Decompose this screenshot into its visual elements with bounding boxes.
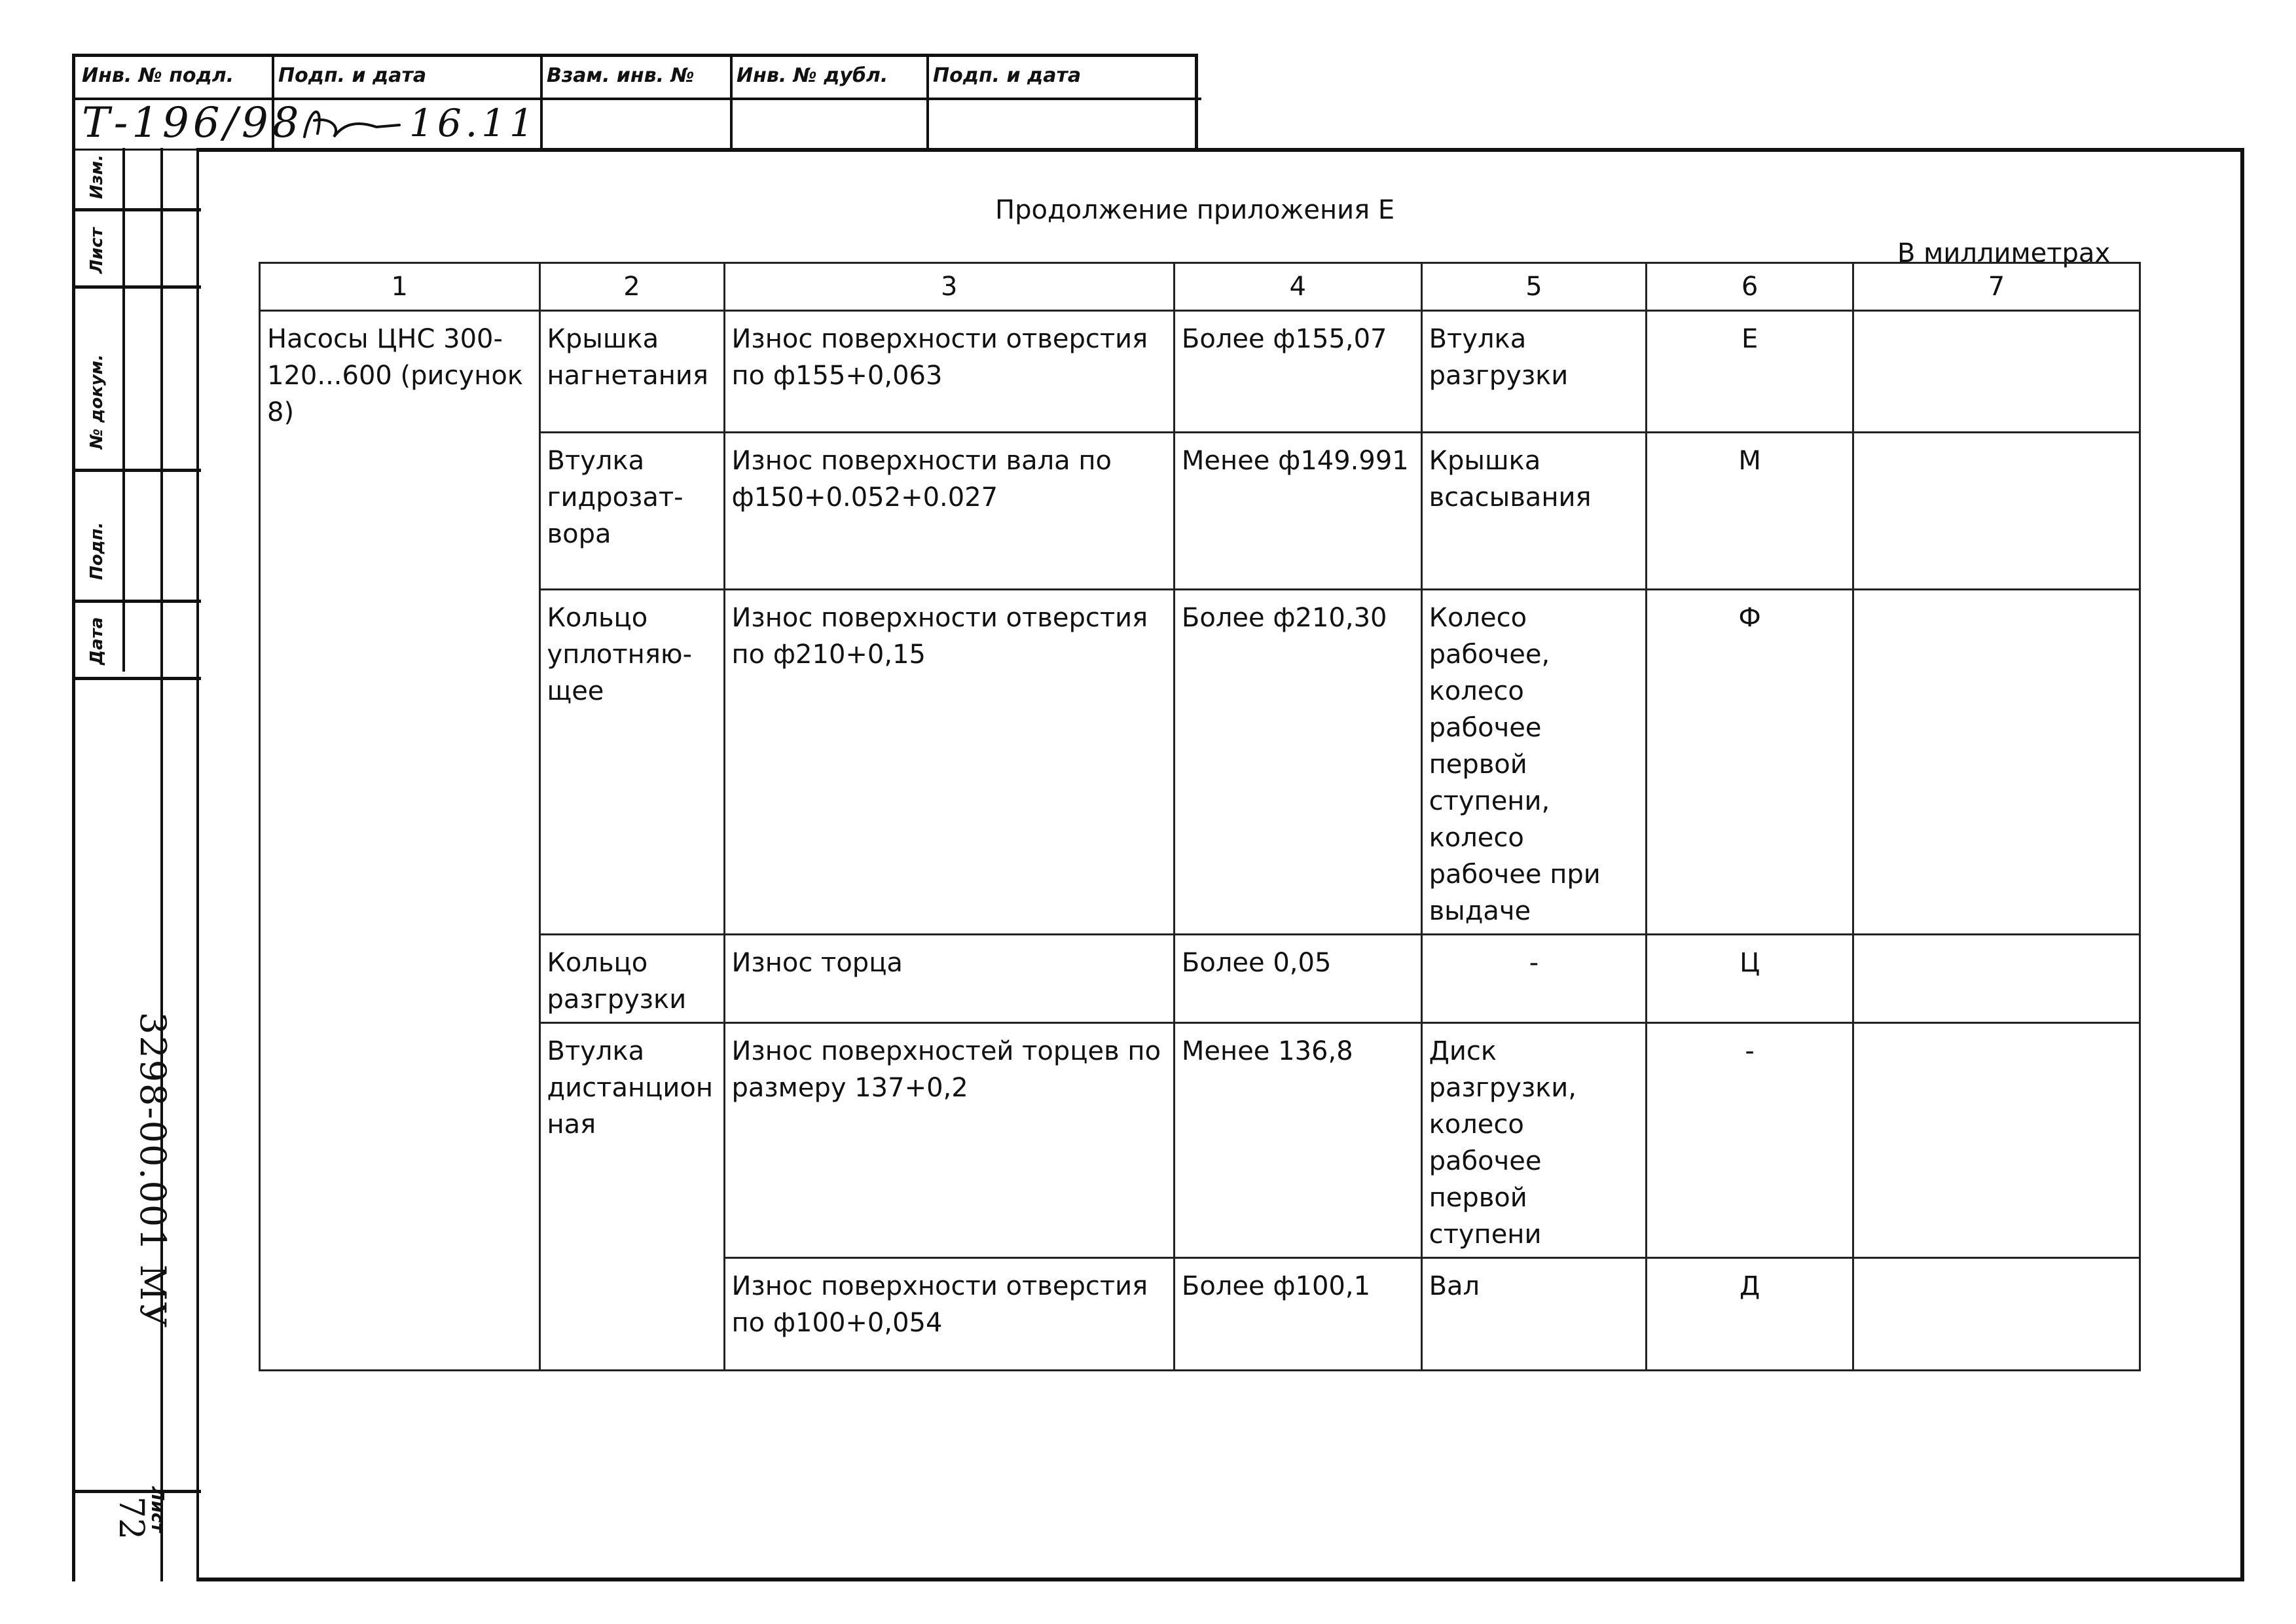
stamp-header-signature-date: Подп. и дата [272, 57, 547, 100]
strip-row-date [75, 600, 201, 680]
part-cell: Кольцо уплотняю-щее [539, 590, 724, 935]
strip-label-izm: Изм. [87, 154, 107, 199]
strip-row-izm [75, 148, 201, 211]
stamp-divider [540, 57, 543, 149]
document-code: 3298-00.001 МУ [132, 1012, 173, 1329]
stamp-header-replacement-inv: Взам. инв. № [540, 57, 737, 100]
code-cell: - [1647, 1023, 1853, 1258]
wear-limits-table [259, 262, 2141, 1371]
mating-part-cell: - [1421, 935, 1647, 1023]
stamp-header-inv-original: Инв. № подл. [75, 57, 278, 100]
mating-part-cell: Крышка всасывания [1421, 433, 1647, 590]
left-margin-strip [72, 148, 198, 1581]
note-cell [1853, 590, 2140, 935]
column-header: 6 [1647, 263, 1853, 311]
table-row [260, 311, 2140, 433]
table-row [260, 433, 2140, 590]
defect-cell: Износ поверхности отверстия по ф155+0,063 [724, 311, 1174, 433]
page-title: Продолжение приложения Е [995, 195, 1395, 225]
table-row [260, 1023, 2140, 1258]
table-row [260, 935, 2140, 1023]
limit-cell: Более 0,05 [1174, 935, 1421, 1023]
table-header-row [260, 263, 2140, 311]
note-cell [1853, 311, 2140, 433]
sheet-number: 72 [111, 1496, 151, 1540]
note-cell [1853, 1258, 2140, 1371]
column-header: 2 [539, 263, 724, 311]
units-note: В миллиметрах [1897, 238, 2111, 268]
column-header: 3 [724, 263, 1174, 311]
strip-sheet-divider [75, 1490, 201, 1493]
strip-label-date: Дата [87, 617, 107, 665]
mating-part-cell: Вал [1421, 1258, 1647, 1371]
column-header: 7 [1853, 263, 2140, 311]
sheet-label: Лист [147, 1487, 167, 1533]
column-header: 1 [260, 263, 540, 311]
stamp-inv-number: Т-196/98 [82, 99, 303, 147]
part-cell: Крышка нагнетания [539, 311, 724, 433]
code-cell: Ф [1647, 590, 1853, 935]
stamp-signature-cell [278, 98, 540, 151]
pump-group-cell: Насосы ЦНС 300-120...600 (рисунок 8) [260, 311, 540, 1371]
approval-stamp-block [72, 54, 1198, 151]
limit-cell: Более ф210,30 [1174, 590, 1421, 935]
strip-label-signature: Подп. [87, 522, 107, 580]
part-cell: Втулка дистанцион ная [539, 1023, 724, 1371]
mating-part-cell: Колесо рабочее, колесо рабочее первой ступени, колесо рабочее при выдаче [1421, 590, 1647, 935]
limit-cell: Более ф155,07 [1174, 311, 1421, 433]
mating-part-cell: Диск разгрузки, колесо рабочее первой ступени [1421, 1023, 1647, 1258]
strip-row-doc [75, 285, 201, 472]
stamp-divider [730, 57, 733, 149]
mating-part-cell: Втулка разгрузки [1421, 311, 1647, 433]
strip-row-sign [75, 469, 201, 603]
code-cell: Е [1647, 311, 1853, 433]
stamp-header-inv-duplicate: Инв. № дубл. [730, 57, 933, 100]
strip-row-list [75, 208, 201, 289]
part-cell: Втулка гидрозат-вора [539, 433, 724, 590]
note-cell [1853, 1023, 2140, 1258]
limit-cell: Менее ф149.991 [1174, 433, 1421, 590]
defect-cell: Износ поверхностей торцев по размеру 137+0,2 [724, 1023, 1174, 1258]
column-header: 5 [1421, 263, 1647, 311]
defect-cell: Износ поверхности вала по ф150+0.052+0.027 [724, 433, 1174, 590]
defect-cell: Износ поверхности отверстия по ф210+0,15 [724, 590, 1174, 935]
code-cell: Ц [1647, 935, 1853, 1023]
limit-cell: Менее 136,8 [1174, 1023, 1421, 1258]
stamp-divider [926, 57, 929, 149]
stamp-date: 16.11 [409, 101, 538, 145]
strip-label-doc-number: № докум. [87, 354, 107, 449]
defect-cell: Износ торца [724, 935, 1174, 1023]
code-cell: М [1647, 433, 1853, 590]
limit-cell: Более ф100,1 [1174, 1258, 1421, 1371]
strip-label-list: Лист [87, 227, 107, 274]
note-cell [1853, 935, 2140, 1023]
table-row [260, 590, 2140, 935]
column-header: 4 [1174, 263, 1421, 311]
part-cell: Кольцо разгрузки [539, 935, 724, 1023]
stamp-header-signature-date-2: Подп. и дата [926, 57, 1201, 100]
code-cell: Д [1647, 1258, 1853, 1371]
note-cell [1853, 433, 2140, 590]
defect-cell: Износ поверхности отверстия по ф100+0,054 [724, 1258, 1174, 1371]
